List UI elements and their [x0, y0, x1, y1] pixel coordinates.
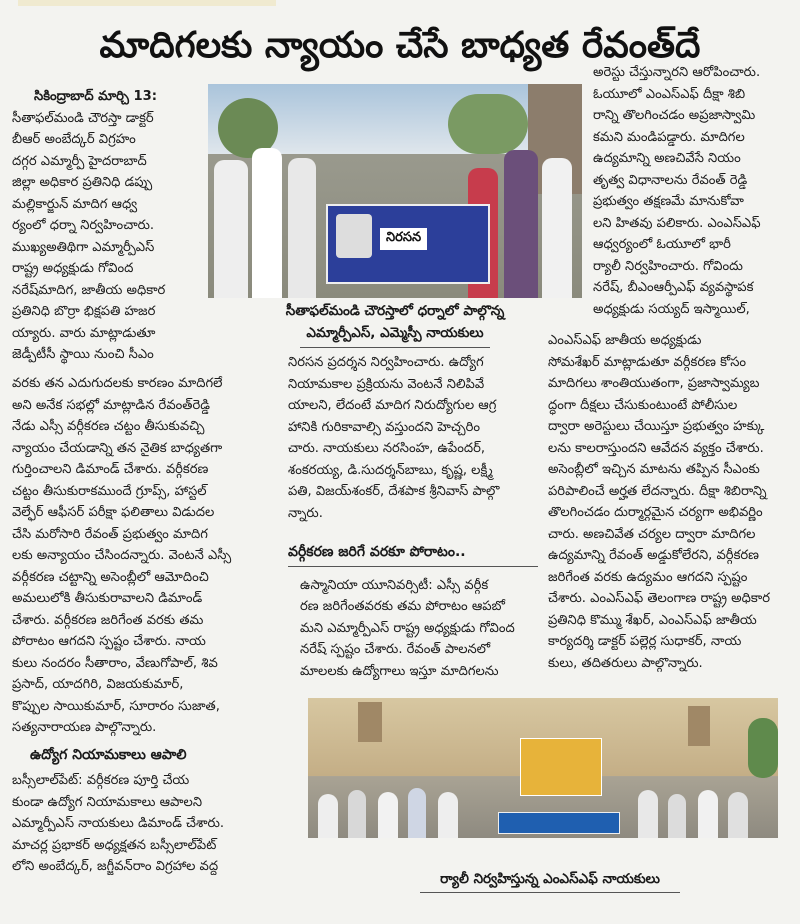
text-line: నరేష్ స్పష్టం చేశారు. రేవంత్ పాలనలో [300, 642, 491, 657]
text-line: ప్రతినిధి కొమ్ము శేఖర్, ఎంఎస్ఎఫ్ జాతీయ [548, 612, 757, 628]
text-line: వర్గీకరణ చట్టాన్ని అసెంబ్లీలో ఆమోదించి [12, 569, 209, 585]
column-1-body-wide [12, 373, 280, 739]
text-line: కులు నందరం సీతారాం, వేణుగోపాల్, శివ [12, 655, 218, 671]
protest-photo [208, 84, 582, 298]
text-line: బస్సీలాల్‌పేట్: వర్గీకరణ పూర్తి చేయ [12, 773, 190, 788]
text-line: ద్వారా అరెస్టులు చేయిస్తూ ప్రభుత్వం హక్కు [548, 419, 765, 434]
text-line: చారు. నాయకులు నరసింహ, ఉపేందర్, [288, 441, 486, 456]
text-line: ద్ధంగా దీక్షలు చేసుకుంటుంటే పోలీసుల [548, 397, 738, 413]
text-line: నరేష్, బీఎంఆర్పీఎఫ్ వ్యవస్థాపక [593, 280, 754, 295]
text-line: పతి, విజయ్‌శంకర్, దేశపాక శ్రీనివాస్ పాల్గొ [288, 484, 500, 499]
text-line: అరెస్టు చేస్తున్నారని ఆరోపించారు. [593, 65, 761, 80]
column-3-body [548, 330, 788, 674]
text-line: ప్రతినిధి బొర్రా భిక్షపతి హజర [12, 304, 156, 319]
column-2 [288, 352, 538, 682]
text-line: అని అనేక సభల్లో మాట్లాడిన రేవంత్‌రెడ్డి [12, 397, 210, 413]
text-line: అధ్యక్షుడు సయ్యద్ ఇస్మాయిల్, [593, 301, 750, 317]
text-line: మని ఎమ్మార్పీఎస్ రాష్ట్ర అధ్యక్షుడు గోవింద [300, 620, 515, 636]
column-1-body-b [12, 770, 280, 878]
column-3-body-top [593, 62, 789, 320]
text-line: లని హితవు పలికారు. ఎంఎస్ఎఫ్ [593, 215, 761, 231]
text-line: కమని మండిపడ్డారు. మాదిగల [593, 129, 745, 145]
text-line: ముఖ్యఅతిథిగా ఎమ్మార్పీఎస్ [12, 239, 155, 255]
text-line: ఓయూలో ఎంఎస్ఎఫ్ దీక్షా శిబి [593, 86, 746, 102]
text-line: గుర్తించాలని డిమాండ్ చేశారు. వర్గీకరణ [12, 462, 209, 477]
text-line: నిరసన ప్రదర్శన నిర్వహించారు. ఉద్యోగ [288, 355, 484, 370]
rally-banner [498, 812, 620, 834]
text-line: చారు. అణచివేత చర్యల ద్వారా మాదిగల [548, 526, 756, 542]
text-line: జెడ్పీటీసీ స్థాయి నుంచి సీఎం [12, 347, 154, 362]
column-1 [12, 86, 208, 366]
text-line: బీఆర్ అంబేద్కర్ విగ్రహం [12, 132, 136, 147]
text-line: నేడు ఎస్సీ వర్గీకరణ చట్టం తీసుకువచ్చి [12, 419, 205, 434]
portrait-on-banner [336, 214, 372, 258]
text-line: జిల్లా అధికార ప్రతినిధి డప్పు [12, 175, 153, 190]
banner-text: నిరసన [380, 228, 427, 250]
page-headline: మాదిగలకు న్యాయం చేసే బాధ్యత రేవంత్‌దే [99, 25, 701, 66]
rally-poster [520, 738, 602, 796]
top-strip [18, 0, 276, 6]
caption-1-line-2: ఎమ్మార్పీఎస్, ఎమ్మెస్పీ నాయకులు [306, 325, 484, 341]
caption-1-line-1: సీతాఫల్‌మండి చౌరస్తాలో ధర్నాలో పాల్గొన్న [285, 303, 505, 319]
column-2-body-b [288, 575, 538, 683]
text-line: సీతాఫల్‌మండి చౌరస్తా డాక్టర్ [12, 110, 154, 126]
text-line: ఎమ్మార్పీఎస్ నాయకులు డిమాండ్ చేశారు. [12, 816, 225, 831]
text-line: న్నారు. [288, 505, 323, 521]
text-line: ఉద్యమాన్ని అణచివేసే నియం [593, 151, 741, 166]
text-line: వెల్ఫేర్ ఆఫీసర్ పరీక్షా ఫలితాలు విడుదల [12, 505, 215, 520]
text-line: పోరాటం ఆగదని స్పష్టం చేశారు. నాయ [12, 634, 206, 649]
text-line: చేశారు. వర్గీకరణ జరిగేంత వరకు తమ [12, 612, 204, 628]
text-line: రాన్ని తొలగించడం అప్రజాస్వామి [593, 108, 756, 123]
column-3-top [593, 62, 789, 320]
column-1-continued [12, 373, 280, 878]
text-line: చేశారు. ఎంఎస్ఎఫ్ తెలంగాణ రాష్ట్ర అధికార [548, 591, 770, 606]
text-line: పరిపాలించే అర్హత లేదన్నారు. దీక్షా శిబిరాన్ని [548, 483, 767, 499]
text-line: కార్యదర్శి డాక్టర్ పల్లెర్ల సుధాకర్, నాయ [548, 634, 742, 649]
subhead-rule [288, 566, 538, 567]
text-line: మాచర్ల ప్రభాకర్ అధ్యక్షతన బస్సీలాల్‌పేట్ [12, 837, 217, 853]
text-line: మల్లికార్జున్ మాదిగ ఆధ్వ [12, 196, 138, 212]
text-line: ర్యాలీ నిర్వహించారు. గోవిందు [593, 258, 743, 274]
photo-caption-1 [208, 300, 582, 344]
text-line: మాలలకు ఉద్యోగాలు ఇస్తూ మాదిగలను [300, 663, 499, 679]
text-line: చేసి మరోసారి రేవంత్ ప్రభుత్వం మాదిగ [12, 526, 208, 542]
text-line: లకు అన్యాయం చేసిందన్నారు. వెంటనే ఎస్సీ [12, 548, 232, 563]
text-line: దగ్గర ఎమ్మార్పీ హైదరాబాద్ [12, 153, 147, 169]
text-line: నియామకాల ప్రక్రియను వెంటనే నిలిపివే [288, 376, 485, 392]
dateline: సికింద్రాబాద్ మార్చి 13: [34, 89, 158, 104]
text-line: నరేష్‌మాదిగ, జాతీయ అధికార [12, 282, 166, 298]
text-line: వరకు తన ఎదుగుదలకు కారణం మాదిగలే [12, 376, 223, 391]
text-line: శంకరయ్య, డి.సుదర్శన్‌బాబు, కృష్ణ, లక్ష్మీ [288, 462, 493, 478]
protest-banner [326, 204, 490, 284]
column-3 [548, 330, 788, 674]
text-line: యాలని, లేదంటే మాదిగ నిరుద్యోగుల ఆగ్ర [288, 398, 497, 413]
text-line: న్యాయం చేయడాన్ని తన నైతిక బాధ్యతగా [12, 440, 223, 456]
text-line: తొలగించడం దుర్మార్గమైన చర్యగా అభివర్ణిం [548, 505, 763, 520]
text-line: ప్రభుత్వం తక్షణమే మానుకోవా [593, 194, 744, 209]
text-line: చట్టం తీసుకురాకముందే గ్రూప్స్, హాస్టల్ [12, 483, 207, 499]
text-line: ఎంఎస్ఎఫ్ జాతీయ అధ్యక్షుడు [548, 333, 702, 348]
text-line: ప్రసాద్, యాదగిరి, విజయకుమార్, [12, 677, 184, 692]
text-line: ర్యంలో ధర్నా నిర్వహించారు. [12, 218, 155, 233]
text-line: మాదిగలు శాంతియుతంగా, ప్రజాస్వామ్యబ [548, 376, 760, 391]
text-line: లోని అంబేద్కర్, జగ్జీవన్‌రాం విగ్రహాల వద్ద [12, 859, 219, 874]
text-line: కుండా ఉద్యోగ నియామకాలు ఆపాలని [12, 794, 203, 810]
text-line: తృత్వ విధానాలను రేవంత్ రెడ్డి [593, 172, 748, 188]
text-line: ఆధ్వర్యంలో ఓయూలో భారీ [593, 237, 731, 252]
text-line: సోమశేఖర్ మాట్లాడుతూ వర్గీకరణ కోసం [548, 354, 747, 370]
subhead-fight-till-classification: వర్గీకరణ జరిగే వరకూ పోరాటం.. [288, 544, 466, 560]
text-line: కొప్పుల సాయికుమార్, సూరారం సుజాత, [12, 698, 220, 714]
text-line: అమలులోకి తీసుకురావాలని డిమాండ్ [12, 591, 203, 606]
text-line: ఉస్మానియా యూనివర్సిటీ: ఎస్సీ వర్గీక [300, 577, 489, 593]
text-line: సత్యనారాయణ పాల్గొన్నారు. [12, 720, 157, 735]
text-line: జరిగేంత వరకు ఉద్యమం ఆగదని స్పష్టం [548, 569, 748, 585]
caption-2-underline [420, 892, 680, 893]
text-line: ఉద్యమాన్ని రేవంత్ అడ్డుకోలేరని, వర్గీకరణ [548, 548, 759, 563]
text-line: లను కాలరాస్తుందని ఆవేదన వ్యక్తం చేశారు. [548, 440, 764, 456]
photo-caption-2: ర్యాలీ నిర్వహిస్తున్న ఎంఎస్ఎఫ్ నాయకులు [440, 871, 660, 887]
caption-divider [300, 347, 490, 348]
rally-photo [308, 698, 778, 838]
column-2-body [288, 352, 538, 524]
column-1-body [12, 108, 208, 366]
text-line: రాష్ట్ర అధ్యక్షుడు గోవింద [12, 261, 134, 276]
text-line: య్యారు. వారు మాట్లాడుతూ [12, 325, 156, 341]
text-line: అసెంబ్లీలో ఇచ్చిన మాటను తప్పిన సీఎంకు [548, 462, 760, 477]
text-line: కులు, తదితరులు పాల్గొన్నారు. [548, 655, 703, 671]
subhead-job-appointments: ఉద్యోగ నియామకాలు ఆపాలి [30, 746, 187, 763]
text-line: రణ జరిగేంతవరకు తమ పోరాటం ఆపబో [300, 599, 505, 614]
text-line: హానికి గురికావాల్సి వస్తుందని హెచ్చరిం [288, 419, 481, 435]
